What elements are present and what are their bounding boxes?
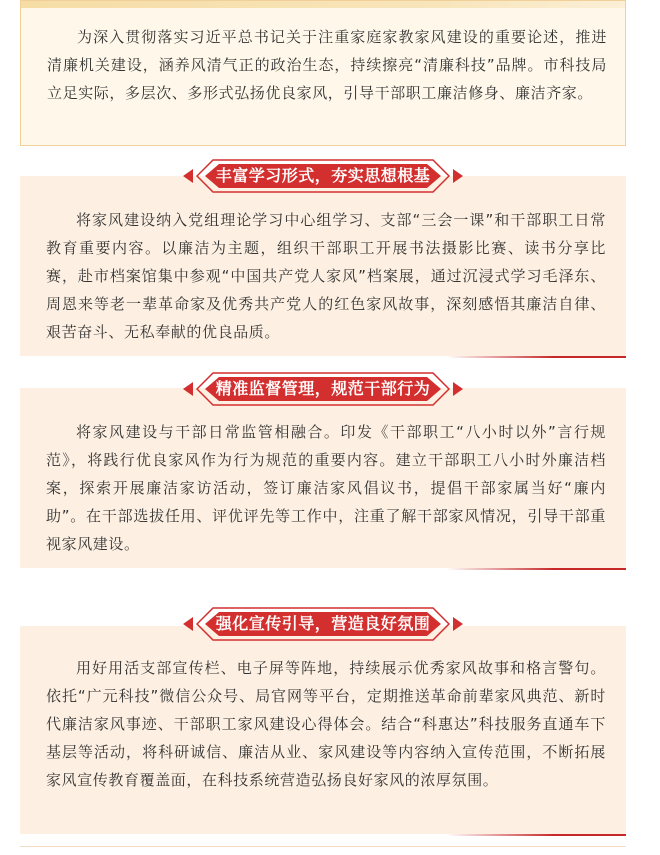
section-panel-3	[20, 626, 626, 834]
section-1-ribbon	[183, 156, 463, 196]
section-3-accent-line	[446, 834, 626, 836]
section-1-paragraph: 将家风建设纳入党组理论学习中心组学习、支部“三会一课”和干部职工日常教育重要内容。以廉洁为主题，组织干部职工开展书法摄影比赛、读书分享比赛，赴市档案馆集中参观“中国共产党人家风”档案展，通过沉浸式学习毛泽东、周恩来等老一辈革命家及优秀共产党人的红色家风故事，深刻感悟其廉洁自律、艰苦奋斗、无私奉献的优良品质。	[46, 211, 606, 341]
section-panel-1	[20, 176, 626, 356]
section-2-ribbon	[183, 369, 463, 409]
section-2-title: 精准监督管理，规范干部行为	[215, 379, 431, 398]
section-3-title: 强化宣传引导，营造良好氛围	[215, 614, 431, 633]
section-panel-2	[20, 388, 626, 568]
section-1-accent-line	[446, 356, 626, 358]
intro-box	[20, 0, 626, 146]
section-3-paragraph: 用好用活支部宣传栏、电子屏等阵地，持续展示优秀家风故事和格言警句。依托“广元科技”微信公众号、局官网等平台，定期推送革命前辈家风典范、新时代廉洁家风事迹、干部职工家风建设心得体会。结合“科惠达”科技服务直通车下基层等活动，将科研诚信、廉洁从业、家风建设等内容纳入宣传范围，不断拓展家风宣传教育覆盖面，在科技系统营造弘扬良好家风的浓厚氛围。	[46, 659, 606, 789]
section-3-ribbon	[183, 604, 463, 644]
intro-paragraph: 为深入贯彻落实习近平总书记关于注重家庭家教家风建设的重要论述，推进清廉机关建设，涵养风清气正的政治生态，持续擦亮“清廉科技”品牌。市科技局立足实际，多层次、多形式弘扬优良家风，引导干部职工廉洁修身、廉洁齐家。	[47, 28, 607, 102]
bottom-divider	[20, 846, 626, 847]
intro-top-bar	[21, 1, 625, 8]
section-1-title: 丰富学习形式，夯实思想根基	[215, 166, 431, 185]
section-2-paragraph: 将家风建设与干部日常监管相融合。印发《干部职工“八小时以外”言行规范》，将践行优良家风作为行为规范的重要内容。建立干部职工八小时外廉洁档案，探索开展廉洁家访活动，签订廉洁家风倡议书，提倡干部家属当好“廉内助”。在干部选拔任用、评优评先等工作中，注重了解干部家风情况，引导干部重视家风建设。	[46, 423, 606, 553]
section-2-accent-line	[446, 568, 626, 570]
